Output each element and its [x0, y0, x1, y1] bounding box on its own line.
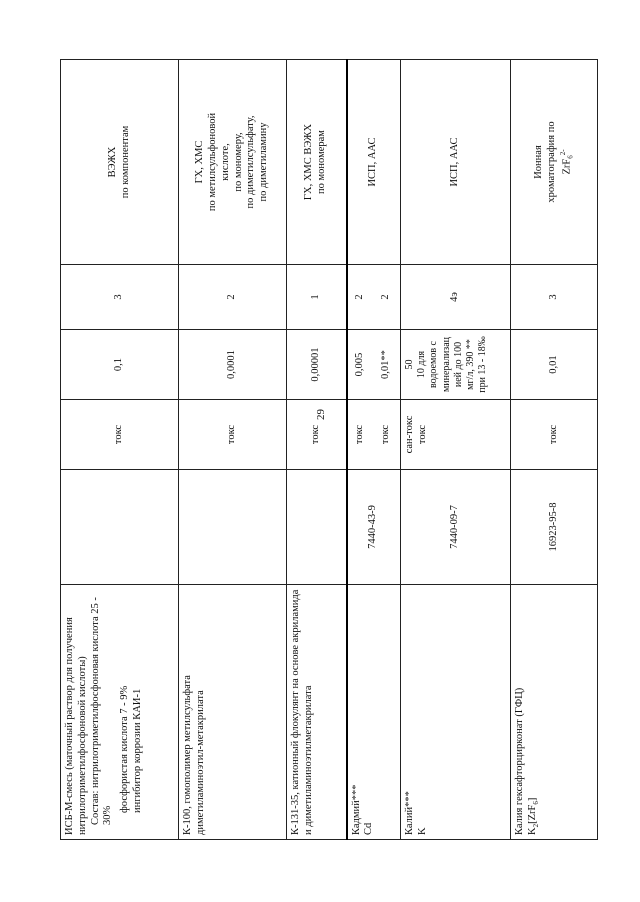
cas-cell	[179, 470, 287, 585]
value-cell: 0,0001	[179, 330, 287, 400]
hazard-class-cell: 4э	[401, 265, 511, 330]
hazard-class-cell: 2	[179, 265, 287, 330]
indicator-value: токс	[354, 424, 366, 445]
chemical-formula: $K_2[ZrF_6]$	[526, 797, 540, 835]
hazard-class-value: 2	[380, 294, 392, 300]
cas-cell: 7440-09-7	[401, 470, 511, 585]
method-cell: ГХ, ХМС по метилсульфоновой кислоте, по мономеру, по диметилсульфату, по диметиламину	[179, 60, 287, 265]
method-cell: Ионная хроматография по ZrF$_6^{2-}$	[511, 60, 598, 265]
page-number: 29	[315, 409, 327, 420]
method-cell: ВЭЖХ по компонентам	[61, 60, 179, 265]
substance-name-cell: Калий*** K	[401, 585, 511, 840]
cas-cell	[61, 470, 179, 585]
indicator-cell	[347, 400, 401, 470]
value-cell: 50 10 для водоемов с минерализац ией до 100 мг/л, 390 ** при 13 - 18‰	[401, 330, 511, 400]
value-cell	[347, 330, 401, 400]
indicator-value: токс	[380, 424, 392, 445]
limit-value: 0,005	[354, 352, 366, 377]
table-row	[179, 60, 287, 840]
indicator-cell: токс	[179, 400, 287, 470]
substance-table	[60, 59, 598, 840]
indicator-cell: токс	[287, 400, 347, 470]
hazard-class-cell: 1	[287, 265, 347, 330]
value-cell: 0,1	[61, 330, 179, 400]
indicator-cell: токс	[61, 400, 179, 470]
limit-value: 0,01**	[380, 350, 392, 379]
substance-name-cell: Калия гексафторцирконат (ГФЦ) $K_2[ZrF_6]$	[511, 585, 598, 840]
ion-formula: ZrF$_6^{2-}$	[558, 149, 575, 175]
table-row	[511, 60, 598, 840]
method-cell: ГХ, ХМС ВЭЖХ по мономерам	[287, 60, 347, 265]
table-row	[401, 60, 511, 840]
value-cell: 0,00001	[287, 330, 347, 400]
substance-name-cell: К-131-35, катионный флокулянт на основе акриламида и диметиламиноэтилметакрилата	[287, 585, 347, 840]
indicator-cell: токс	[511, 400, 598, 470]
hazard-class-value: 2	[354, 294, 366, 300]
table-row	[287, 60, 347, 840]
table-row	[347, 60, 401, 840]
hazard-class-cell: 3	[511, 265, 598, 330]
cas-cell: 7440-43-9	[347, 470, 401, 585]
substance-name-cell: К-100, гомополимер метилсульфата диметиламиноэтил-метакрилата	[179, 585, 287, 840]
rotated-table-area	[60, 60, 597, 840]
hazard-class-cell: 3	[61, 265, 179, 330]
hazard-class-cell	[347, 265, 401, 330]
method-cell: ИСП, ААС	[401, 60, 511, 265]
substance-name-cell: ИСБ-М-смесь (маточный раствор для получения нитрилотриметилфосфоновой кислоты) Состав: нитрилотриметилфосфоновая кислота 25 - 30% фосфористая кислота 7 - 9% ингибитор коррозии КАИ-1	[61, 585, 179, 840]
cas-cell: 16923-95-8	[511, 470, 598, 585]
table-row	[61, 60, 179, 840]
value-cell: 0,01	[511, 330, 598, 400]
substance-name-cell: Кадмий*** Cd	[347, 585, 401, 840]
method-cell: ИСП, ААС	[347, 60, 401, 265]
indicator-cell: сан-токс токс	[401, 400, 511, 470]
cas-cell	[287, 470, 347, 585]
